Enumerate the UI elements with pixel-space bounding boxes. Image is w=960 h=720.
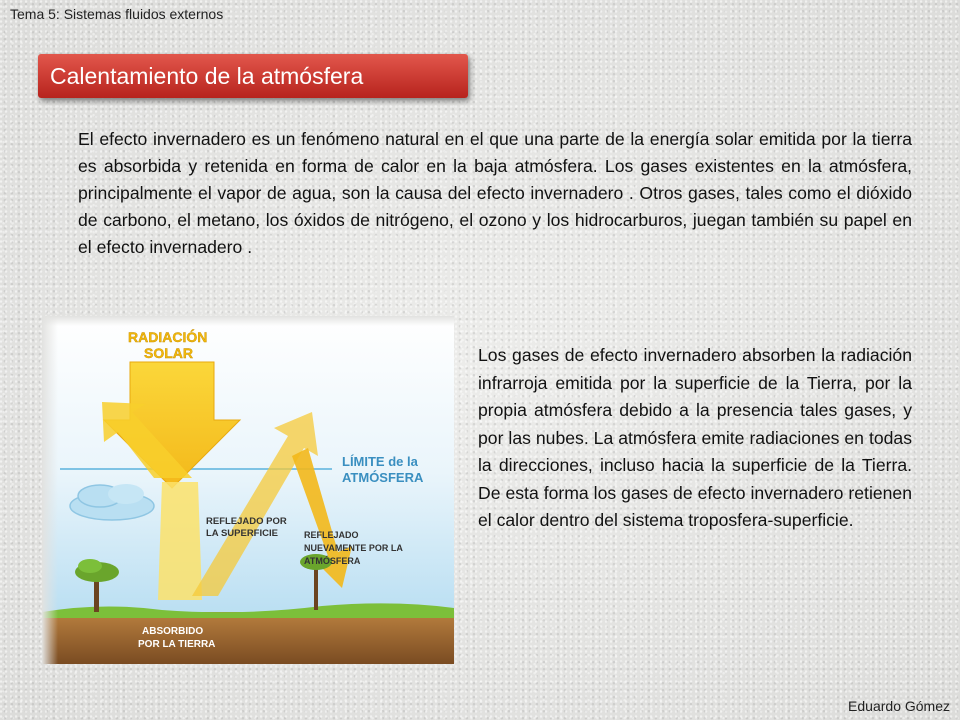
ground xyxy=(42,612,454,664)
course-label: Tema 5: Sistemas fluidos externos xyxy=(10,6,224,22)
label-reflected-1: REFLEJADO POR xyxy=(206,516,287,527)
beam-to-surface xyxy=(158,482,202,600)
intro-paragraph: El efecto invernadero es un fenómeno natural en el que una parte de la energía solar emitida por la tierra es absorbida y retenida en forma de calor en la baja atmósfera. Los gases existentes en la atmósfera, principalmente el vapor de agua, son la causa del efecto invernadero . Otros gases, tales como el dióxido de carbono, el metano, los óxidos de nitrógeno, el ozono y los hidrocarburos, juegan también su papel en el efecto invernadero . xyxy=(78,129,912,257)
label-radiation-2: SOLAR xyxy=(144,345,193,361)
slide-title: Calentamiento de la atmósfera xyxy=(38,54,468,98)
greenhouse-diagram xyxy=(42,316,454,664)
label-absorbed-1: ABSORBIDO xyxy=(142,626,204,637)
author-label: Eduardo Gómez xyxy=(848,698,950,714)
label-rereflected-2: NUEVAMENTE POR LA xyxy=(304,543,403,553)
label-reflected-2: LA SUPERFICIE xyxy=(206,528,278,539)
label-rereflected-1: REFLEJADO xyxy=(304,530,359,540)
label-limit-2: ATMÓSFERA xyxy=(342,470,424,485)
label-rereflected-3: ATMÓSFERA xyxy=(304,556,361,566)
label-radiation-1: RADIACIÓN xyxy=(128,329,208,345)
detail-paragraph: Los gases de efecto invernadero absorben la radiación infrarroja emitida por la superficie de la Tierra, por la propia atmósfera debido a la presencia tales gases, y por las nubes. La atmósfera emite radiaciones en todas la direcciones, incluso hacia la superficie de la Tierra. De esta forma los gases de efecto invernadero retienen el calor dentro del sistema troposfera-superficie. xyxy=(478,345,912,530)
label-absorbed-2: POR LA TIERRA xyxy=(138,639,216,650)
label-limit-1: LÍMITE de la xyxy=(342,454,418,469)
cloud-icon xyxy=(70,484,154,520)
